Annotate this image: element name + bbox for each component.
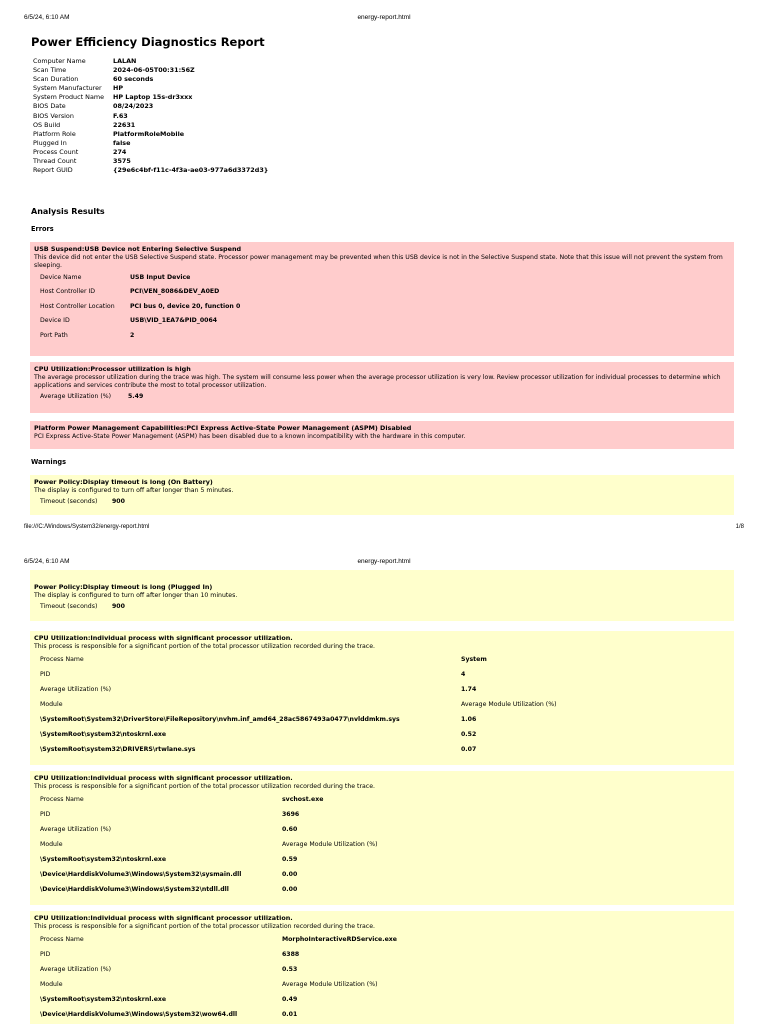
info-row: Computer Name LALAN	[33, 57, 137, 65]
error-description: PCI Express Active-State Power Management (ASPM) has been disabled due to a known incompatibility with the hardware in this computer.	[34, 433, 466, 441]
table-row: Process Name svchost.exe	[40, 795, 324, 803]
info-row: BIOS Version F.63	[33, 111, 128, 120]
error-description: This device did not enter the USB Selective Suspend state. Processor power management may be prevented when this USB device is not in the Selective Suspend state. Note that this issue will not prevent the system from sleeping.	[34, 254, 723, 269]
warning-description: This process is responsible for a significant portion of the total processor utilization recorded during the trace.	[34, 783, 375, 791]
footer-page-number: 1/8	[735, 524, 744, 530]
info-row: Plugged In false	[33, 138, 131, 147]
info-row: Platform Role PlatformRoleMobile	[33, 129, 185, 138]
error-description: The average processor utilization during the trace was high. The system will consume less power when the average processor utilization is very low. Review processor utilization for individual processes to determine which applications and services contribute the most to total processor utilization.	[34, 374, 721, 389]
detail-row: Host Controller Location PCI bus 0, device 20, function 0	[40, 302, 241, 310]
warning-process-svchost	[30, 771, 734, 905]
error-title: USB Suspend:USB Device not Entering Selective Suspend	[34, 245, 242, 253]
footer-path: file:///C:/Windows/System32/energy-report.html	[24, 524, 150, 530]
error-title: CPU Utilization:Processor utilization is high	[34, 365, 191, 373]
page-header	[0, 10, 768, 24]
table-row: PID 4	[40, 670, 466, 678]
error-title: Platform Power Management Capabilities:PCI Express Active-State Power Management (ASPM) Disabled	[34, 424, 412, 432]
table-row: \SystemRoot\System32\DriverStore\FileRepository\nvhm.inf_amd64_28ac5867493a0477\nvlddmkm.sys 1.06	[40, 715, 477, 723]
detail-row: Timeout (seconds) 900	[40, 603, 125, 611]
info-row: Process Count 274	[33, 147, 127, 156]
table-row: \Device\HarddiskVolume3\Windows\System32\ntdll.dll 0.00	[40, 885, 298, 893]
table-row: \SystemRoot\system32\ntoskrnl.exe 0.52	[40, 730, 477, 738]
warning-process-system	[30, 631, 734, 765]
info-row: Thread Count 3575	[33, 157, 131, 166]
warning-display-timeout-plugged	[30, 570, 734, 621]
report-title: Power Efficiency Diagnostics Report	[31, 35, 265, 49]
page-header	[0, 554, 768, 568]
errors-heading: Errors	[31, 225, 54, 233]
warning-title: CPU Utilization:Individual process with significant processor utilization.	[34, 634, 293, 642]
warning-title: CPU Utilization:Individual process with significant processor utilization.	[34, 914, 293, 922]
error-usb-suspend	[30, 242, 734, 356]
info-row: System Manufacturer HP	[33, 84, 124, 93]
error-cpu-utilization	[30, 362, 734, 413]
table-row: Average Utilization (%) 1.74	[40, 685, 477, 693]
header-date: 6/5/24, 6:10 AM	[24, 558, 70, 565]
table-row: Process Name MorphoInteractiveRDService.exe	[40, 935, 397, 943]
warning-display-timeout-battery	[30, 475, 734, 515]
process-table	[34, 932, 730, 1022]
process-table	[34, 792, 730, 897]
detail-row: Average Utilization (%) 5.49	[40, 392, 144, 400]
warning-description: This process is responsible for a significant portion of the total processor utilization recorded during the trace.	[34, 923, 375, 931]
warning-title: CPU Utilization:Individual process with significant processor utilization.	[34, 774, 293, 782]
system-info-table	[33, 57, 268, 175]
detail-row: Port Path 2	[40, 331, 135, 339]
detail-row: Device Name USB Input Device	[40, 273, 191, 281]
info-row: Report GUID {29e6c4bf-f11c-4f3a-ae03-977a6d3372d3}	[33, 166, 269, 175]
table-row: \SystemRoot\system32\DRIVERS\rtwlane.sys 0.07	[40, 745, 477, 753]
info-row: Scan Duration 60 seconds	[33, 75, 154, 84]
table-row: \Device\HarddiskVolume3\Windows\System32\sysmain.dll 0.00	[40, 870, 298, 878]
table-row: Module Average Module Utilization (%)	[40, 700, 557, 708]
warnings-heading: Warnings	[31, 458, 67, 466]
info-row: OS Build 22631	[33, 120, 136, 129]
header-file: energy-report.html	[357, 558, 411, 565]
table-row: \Device\HarddiskVolume3\Windows\System32\wow64.dll 0.01	[40, 1010, 298, 1018]
table-row: Module Average Module Utilization (%)	[40, 840, 378, 848]
detail-row: Device ID USB\VID_1EA7&PID_0064	[40, 317, 218, 325]
table-row: \SystemRoot\system32\ntoskrnl.exe 0.59	[40, 855, 298, 863]
table-row: Process Name System	[40, 655, 487, 663]
detail-row: Host Controller ID PCI\VEN_8086&DEV_A0ED	[40, 288, 220, 296]
table-row: \SystemRoot\system32\ntoskrnl.exe 0.49	[40, 995, 298, 1003]
warning-description: The display is configured to turn off after longer than 5 minutes.	[34, 487, 234, 495]
warning-process-morpho	[30, 911, 734, 1024]
header-date: 6/5/24, 6:10 AM	[24, 14, 70, 21]
process-table	[34, 652, 730, 757]
detail-row: Timeout (seconds) 900	[40, 498, 125, 506]
error-aspm-disabled	[30, 421, 734, 449]
warning-description: This process is responsible for a significant portion of the total processor utilization recorded during the trace.	[34, 643, 375, 651]
analysis-heading: Analysis Results	[31, 207, 105, 216]
table-row: PID 3696	[40, 810, 300, 818]
header-file: energy-report.html	[357, 14, 411, 21]
warning-description: The display is configured to turn off after longer than 10 minutes.	[34, 592, 238, 600]
info-row: Scan Time 2024-06-05T00:31:56Z	[33, 66, 195, 75]
info-row: BIOS Date 08/24/2023	[33, 102, 154, 111]
table-row: Average Utilization (%) 0.60	[40, 825, 298, 833]
page-footer	[0, 522, 768, 534]
info-row: System Product Name HP Laptop 15s-dr3xxx	[33, 93, 193, 102]
warning-title: Power Policy:Display timeout is long (On Battery)	[34, 478, 213, 486]
table-row: PID 6388	[40, 950, 300, 958]
warning-title: Power Policy:Display timeout is long (Plugged In)	[34, 583, 213, 591]
table-row: Module Average Module Utilization (%)	[40, 980, 378, 988]
table-row: Average Utilization (%) 0.53	[40, 965, 298, 973]
